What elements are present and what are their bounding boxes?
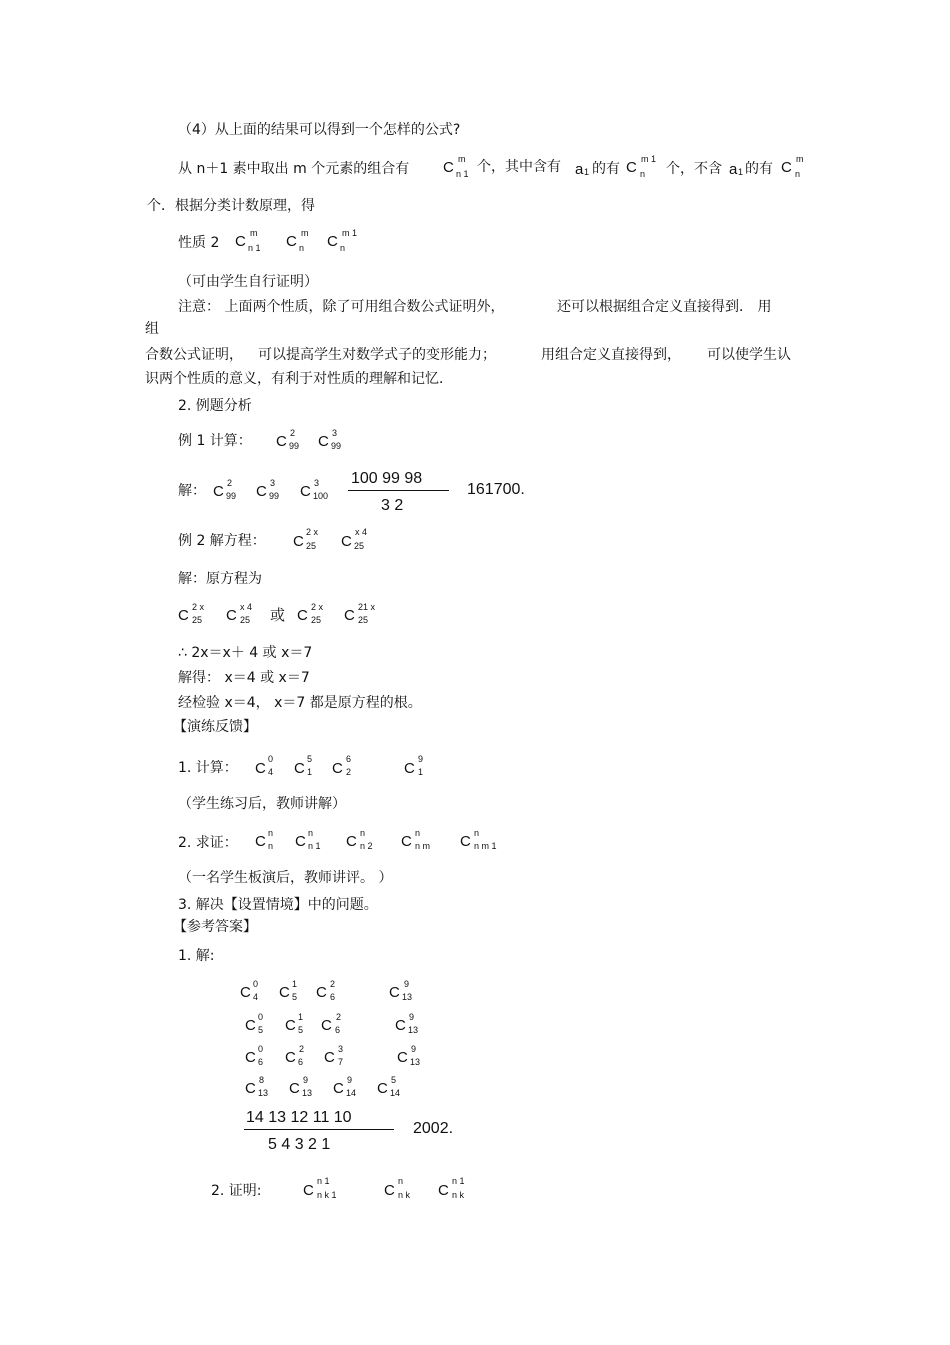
solution-2-label: 解：原方程为 <box>178 571 262 587</box>
text-from-c: 的有 <box>592 161 620 177</box>
example-1-label: 例 1 计算： <box>178 433 252 449</box>
note-line-2d: 可以使学生认 <box>707 347 791 363</box>
self-prove-note: （可由学生自行证明） <box>178 274 318 290</box>
therefore-line: ∴ 2x＝x＋ 4 或 x＝7 <box>178 645 313 661</box>
fraction-1-numerator: 100 99 98 <box>351 470 423 487</box>
note-line-3: 识两个性质的意义，有利于对性质的理解和记忆． <box>145 371 453 387</box>
examples-heading: 2. 例题分析 <box>178 398 252 414</box>
fraction-2-bar <box>244 1129 394 1130</box>
drill-1-note: （学生练习后，教师讲解） <box>178 796 346 812</box>
reference-heading: 【参考答案】 <box>173 919 257 935</box>
drill-2-note: （一名学生板演后，教师讲评。 ） <box>178 870 393 886</box>
text-from-e: 的有 <box>745 161 773 177</box>
text-from-a: 从 n＋1 素中取出 m 个元素的组合有 <box>178 161 410 177</box>
text-from-d: 个，不含 <box>666 161 722 177</box>
reference-1-result: 2002. <box>413 1120 454 1137</box>
note-line-1b: 还可以根据组合定义直接得到． 用 <box>557 299 772 315</box>
property-2-label: 性质 2 <box>178 235 220 251</box>
drill-2-label: 2. 求证： <box>178 835 238 851</box>
note-line-2b: 可以提高学生对数学式子的变形能力； <box>258 347 496 363</box>
text-from-b: 个，其中含有 <box>477 159 561 175</box>
reference-1-label: 1. 解: <box>178 948 215 964</box>
drill-heading: 【演练反馈】 <box>173 719 257 735</box>
fraction-1-bar <box>348 490 449 491</box>
note-line-1a: 注意： 上面两个性质，除了可用组合数公式证明外， <box>178 299 505 315</box>
text-classify: 个．根据分类计数原理，得 <box>147 198 315 214</box>
note-line-2a: 合数公式证明， <box>145 347 243 363</box>
solution-1-label: 解： <box>178 483 206 499</box>
fraction-2-denominator: 5 4 3 2 1 <box>268 1136 331 1153</box>
solution-1-result: 161700. <box>467 481 525 498</box>
document-page: （4）从上面的结果可以得到一个怎样的公式? 从 n＋1 素中取出 m 个元素的组合有 C m n 1 个，其中含有 a 1 的有 C m 1 n 个，不含 a 1 的有 C m n 个．根据分类计数原理，得 性质 2 C m n 1 C m n C m 1 n （可由学生自行证明） 注意： 上面两个性质，除了可用组合数公式证明外， 还可以根据组合定义直接得到． 用 组 合数公式证明， 可以提高学生对数学式子的变形能力； 用组合定义直接得到， 可以使学生认 识两个性质的意义，有利于对性质的理解和记忆． 2. 例题分析 例 1 计算： C 2 99 C 3 99 解： C 2 99 C 3 99 C 3 100 100 99 98 3 2 161700. 例 2 解方程： C 2 x 25 C x 4 25 解：原方程为 C 2 x 25 C x 4 25 或 C 2 x 25 C 21 x 25 ∴ 2x＝x＋ 4 或 x＝7 解得： x＝4 或 x＝7 经检验 x＝4， x＝7 都是原方程的根。 【演练反馈】 1. 计算： C 0 4 C 5 1 C 6 2 C 9 1 （学生练习后，教师讲解） 2. 求证： C n n C n n 1 C n n 2 C n n m C n n m 1 （一名学生板演后，教师讲评。 ） 3. 解决【设置情境】中的问题。 【参考答案】 1. 解: C 0 4 C 1 5 C 2 6 C 9 13 C 0 5 C 1 5 C 2 6 C 9 13 C 0 6 C 2 6 C 3 7 C 9 13 C 8 13 C 9 13 C 9 14 C 5 14 14 13 12 11 10 5 4 3 2 1 2002. 2. 证明: C n 1 n k 1 C n n k C n 1 n k <box>145 122 804 1200</box>
solve-line: 解得： x＝4 或 x＝7 <box>178 670 310 686</box>
drill-3-line: 3. 解决【设置情境】中的问题。 <box>178 897 378 913</box>
fraction-2-numerator: 14 13 12 11 10 <box>246 1109 352 1126</box>
note-line-1c: 组 <box>145 321 159 337</box>
check-line: 经检验 x＝4， x＝7 都是原方程的根。 <box>178 695 422 711</box>
fraction-1-denominator: 3 2 <box>381 497 404 514</box>
reference-2-label: 2. 证明: <box>211 1183 262 1199</box>
example-2-label: 例 2 解方程： <box>178 533 266 549</box>
drill-1-label: 1. 计算： <box>178 760 238 776</box>
question-4: （4）从上面的结果可以得到一个怎样的公式? <box>178 122 461 138</box>
note-line-2c: 用组合定义直接得到， <box>541 347 681 363</box>
